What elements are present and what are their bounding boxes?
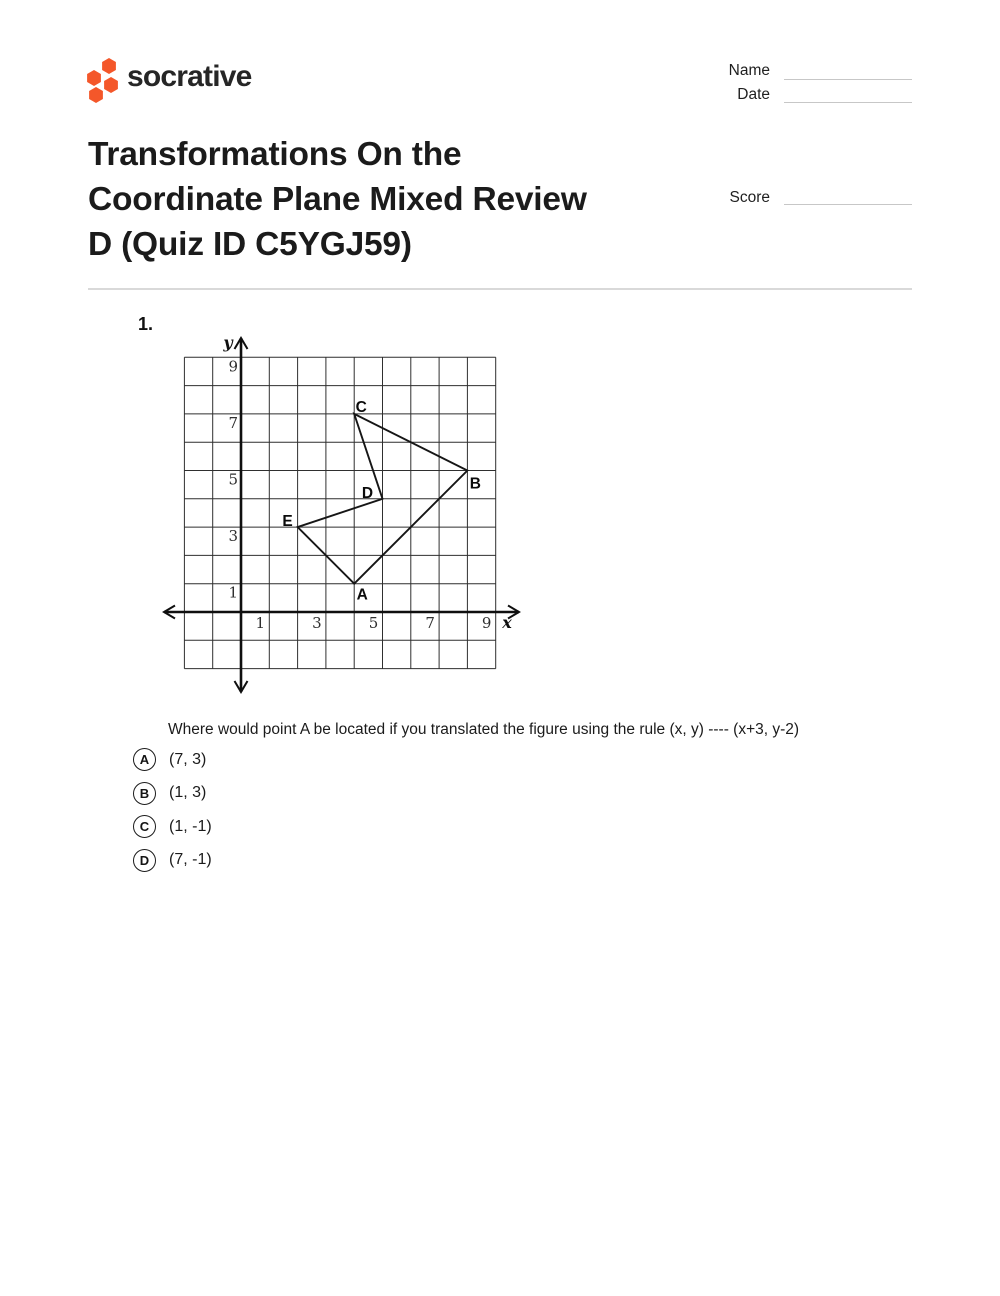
- quiz-title-line: D (Quiz ID C5YGJ59): [88, 226, 412, 263]
- y-tick-label: 7: [228, 413, 238, 432]
- quiz-title: [88, 132, 587, 267]
- name-field-label: Name: [728, 62, 770, 79]
- vertex-label-d: D: [361, 484, 374, 502]
- question-text: Where would point A be located if you translated the figure using the rule (x, y) ---- (x+3, y-2): [168, 721, 800, 738]
- logo-hexagon-icon: [104, 77, 118, 93]
- answer-option-a[interactable]: [133, 748, 212, 771]
- y-tick-label: 9: [228, 357, 238, 376]
- x-tick-label: 9: [481, 614, 492, 632]
- answer-option-d[interactable]: [133, 849, 212, 872]
- x-tick-label: 7: [425, 614, 435, 632]
- quiz-title-line: Transformations On the: [88, 136, 462, 173]
- option-bubble-b[interactable]: B: [133, 782, 156, 805]
- option-text-a: (7, 3): [169, 750, 207, 768]
- option-bubble-d[interactable]: D: [133, 849, 156, 872]
- quiz-title-line: Coordinate Plane Mixed Review: [88, 181, 587, 218]
- option-text-c: (1, -1): [169, 817, 212, 835]
- option-text-d: (7, -1): [169, 851, 212, 868]
- date-field-line: [784, 102, 912, 103]
- x-tick-label: 3: [312, 614, 322, 632]
- option-text-b: (1, 3): [169, 784, 207, 801]
- socrative-logo-icon: [85, 56, 121, 106]
- vertex-labels: [282, 399, 481, 604]
- vertex-label-e: E: [282, 513, 293, 531]
- date-field-label: Date: [737, 86, 770, 103]
- y-tick-label: 3: [228, 527, 238, 546]
- x-tick-label: 5: [368, 614, 379, 632]
- logo-hexagon-icon: [102, 58, 116, 74]
- score-field-label: Score: [729, 189, 770, 206]
- vertex-label-a: A: [356, 586, 368, 604]
- answer-options: [133, 748, 212, 882]
- answer-option-c[interactable]: [133, 815, 212, 838]
- score-field-line: [784, 204, 912, 205]
- answer-option-b[interactable]: [133, 782, 212, 805]
- header-divider: [88, 288, 912, 290]
- brand-wordmark: socrative: [127, 60, 252, 93]
- option-bubble-c[interactable]: C: [133, 815, 156, 838]
- name-field-line: [784, 79, 912, 80]
- vertex-label-b: B: [469, 475, 482, 493]
- y-tick-label: 1: [228, 583, 238, 602]
- x-tick-label: 1: [255, 614, 266, 632]
- coordinate-plane-svg: [160, 330, 530, 700]
- x-axis-label: x: [502, 613, 512, 632]
- logo-hexagon-icon: [89, 87, 103, 103]
- axes: [164, 338, 519, 692]
- question-number: 1.: [138, 314, 154, 334]
- logo-hexagon-icon: [87, 70, 101, 86]
- y-tick-label: 5: [228, 470, 238, 489]
- y-axis-label: y: [223, 333, 233, 352]
- question-figure: [160, 330, 530, 700]
- vertex-label-c: C: [355, 398, 367, 416]
- axis-arrowheads: [164, 338, 519, 692]
- option-bubble-a[interactable]: A: [133, 748, 156, 771]
